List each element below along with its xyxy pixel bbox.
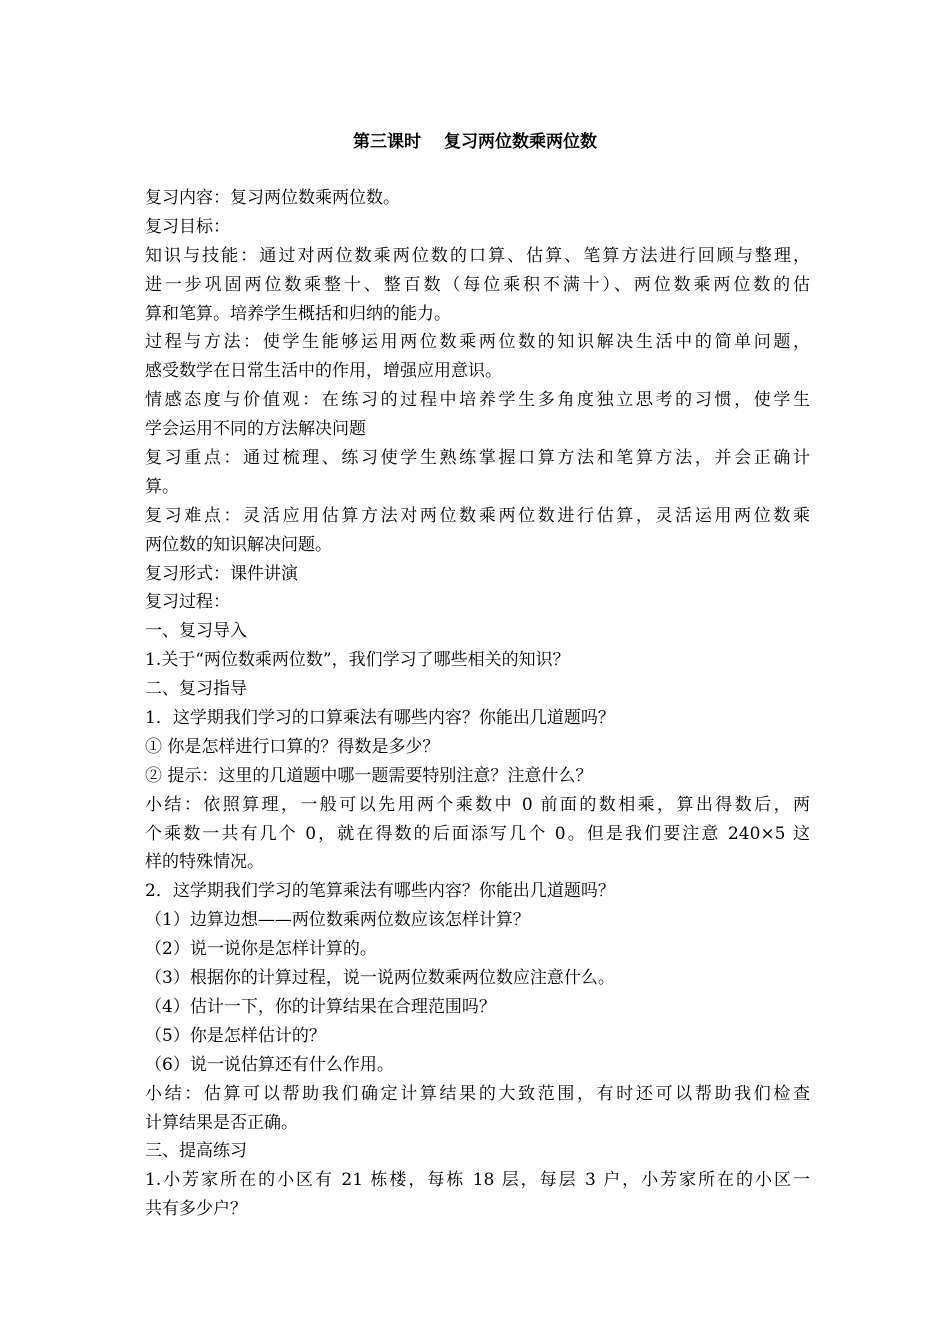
paragraph-line: 情感态度与价值观：在练习的过程中培养学生多角度独立思考的习惯，使学生 <box>145 390 810 411</box>
list-item: （1）边算边想——两位数乘两位数应该怎样计算？ <box>145 910 530 931</box>
paragraph-line: 复习内容：复习两位数乘两位数。 <box>145 188 400 208</box>
paragraph-line: 复习重点：通过梳理、练习使学生熟练掌握口算方法和笔算方法，并会正确计 <box>145 448 810 469</box>
paragraph-line: 1.关于“两位数乘两位数”，我们学习了哪些相关的知识？ <box>145 650 570 671</box>
paragraph-line: 样的特殊情况。 <box>145 852 264 873</box>
list-item: ① 你是怎样进行口算的？得数是多少？ <box>145 736 440 757</box>
paragraph-line: 共有多少户？ <box>145 1199 247 1220</box>
document-body <box>145 184 810 1224</box>
paragraph-line: 小结：依照算理，一般可以先用两个乘数中 0 前面的数相乘，算出得数后，两 <box>145 794 810 815</box>
section-heading: 三、提高练习 <box>145 1141 247 1162</box>
paragraph-line: 两位数的知识解决问题。 <box>145 534 332 555</box>
paragraph-line: 知识与技能：通过对两位数乘两位数的口算、估算、笔算方法进行回顾与整理， <box>145 245 810 266</box>
list-item: ② 提示：这里的几道题中哪一题需要特别注意？注意什么？ <box>145 765 593 786</box>
paragraph-line: 进一步巩固两位数乘整十、整百数（每位乘积不满十）、两位数乘两位数的估 <box>145 274 810 295</box>
paragraph-line: 复习目标： <box>145 216 230 237</box>
list-item: （4）估计一下，你的计算结果在合理范围吗？ <box>145 996 496 1017</box>
paragraph-line: 复习难点：灵活应用估算方法对两位数乘两位数进行估算，灵活运用两位数乘 <box>145 505 810 526</box>
list-item: （2）说一说你是怎样计算的。 <box>145 939 377 960</box>
paragraph-line: 计算结果是否正确。 <box>145 1112 298 1133</box>
paragraph-line: 算。 <box>145 476 179 497</box>
list-item: （6）说一说估算还有什么作用。 <box>145 1054 394 1075</box>
paragraph-line: 复习形式：课件讲演 <box>145 563 298 584</box>
list-item: （5）你是怎样估计的？ <box>145 1025 326 1046</box>
paragraph-line: 学会运用不同的方法解决问题 <box>145 419 366 440</box>
paragraph-line: 复习过程： <box>145 592 230 613</box>
paragraph-line: 算和笔算。培养学生概括和归纳的能力。 <box>145 303 451 324</box>
paragraph-line: 2．这学期我们学习的笔算乘法有哪些内容？你能出几道题吗？ <box>145 881 615 902</box>
list-item: （3）根据你的计算过程，说一说两位数乘两位数应注意什么。 <box>145 968 615 989</box>
section-heading: 二、复习指导 <box>145 679 247 700</box>
page-title: 第三课时 复习两位数乘两位数 <box>353 132 597 152</box>
paragraph-line: 感受数学在日常生活中的作用，增强应用意识。 <box>145 361 502 382</box>
paragraph-line: 过程与方法：使学生能够运用两位数乘两位数的知识解决生活中的简单问题， <box>145 332 810 353</box>
paragraph-line: 小结：估算可以帮助我们确定计算结果的大致范围，有时还可以帮助我们检查 <box>145 1083 810 1104</box>
paragraph-line: 1．这学期我们学习的口算乘法有哪些内容？你能出几道题吗？ <box>145 708 615 729</box>
paragraph-line: 1.小芳家所在的小区有 21 栋楼，每栋 18 层，每层 3 户，小芳家所在的小区一 <box>145 1170 810 1191</box>
section-heading: 一、复习导入 <box>145 621 247 642</box>
paragraph-line: 个乘数一共有几个 0，就在得数的后面添写几个 0。但是我们要注意 240×5 这 <box>145 823 810 844</box>
